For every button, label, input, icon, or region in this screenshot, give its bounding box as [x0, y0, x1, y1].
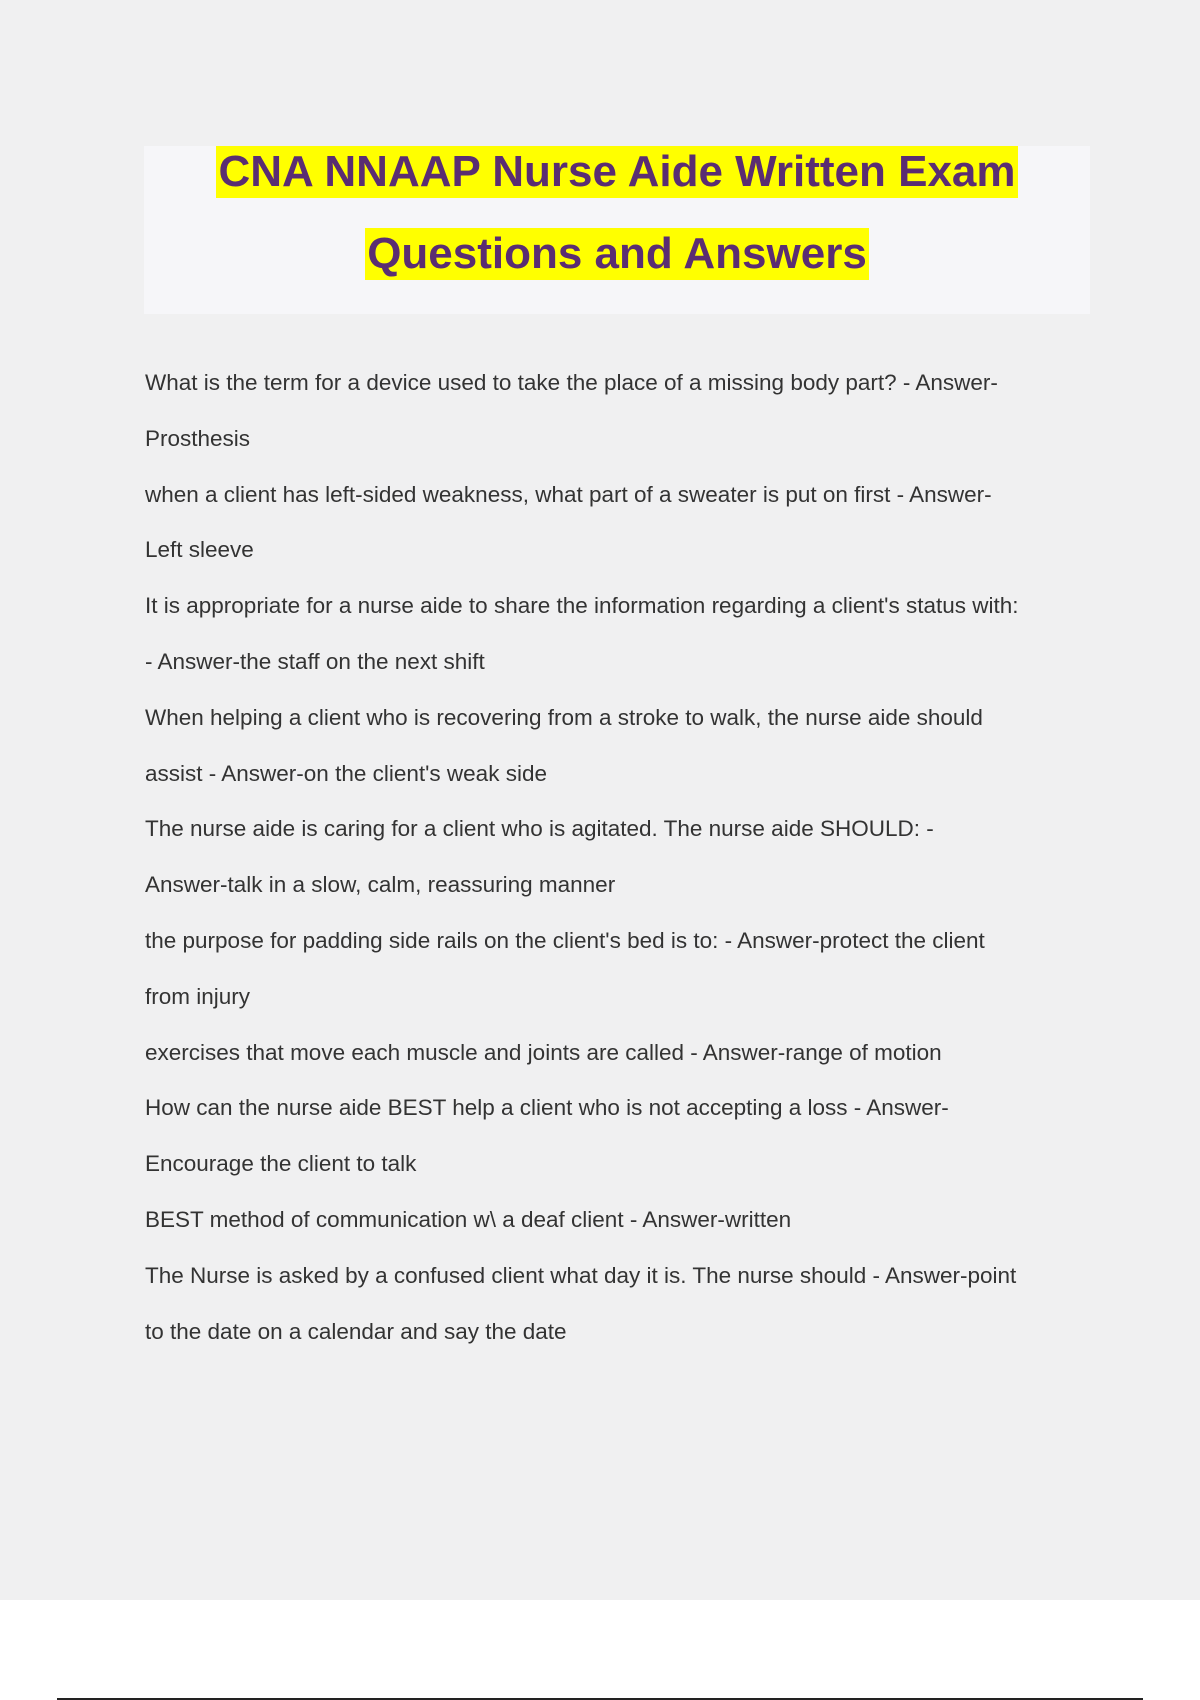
qa-item: BEST method of communication w\ a deaf client - Answer-written: [145, 1206, 792, 1232]
document-title-line-2: Questions and Answers: [367, 229, 867, 278]
document-title-line-1: CNA NNAAP Nurse Aide Written Exam: [218, 147, 1016, 196]
qa-item: exercises that move each muscle and joints are called - Answer-range of motion: [145, 1039, 942, 1065]
qa-item: When helping a client who is recovering from a stroke to walk, the nurse aide should assist - Answer-on the client's weak side: [145, 704, 983, 786]
qa-item: the purpose for padding side rails on the client's bed is to: - Answer-protect the client from injury: [145, 927, 985, 1009]
qa-item: It is appropriate for a nurse aide to share the information regarding a client's status with: - Answer-the staff on the next shift: [145, 593, 1019, 674]
qa-item: What is the term for a device used to take the place of a missing body part? - Answer- Prosthesis: [145, 370, 998, 451]
qa-item: The Nurse is asked by a confused client what day it is. The nurse should - Answer-point to the date on a calendar and say the date: [145, 1262, 1017, 1344]
title-block: [144, 146, 1090, 314]
qa-item: The nurse aide is caring for a client who is agitated. The nurse aide SHOULD: - Answer-talk in a slow, calm, reassuring manner: [145, 816, 934, 898]
qa-list: [145, 355, 1095, 1359]
qa-item: How can the nurse aide BEST help a client who is not accepting a loss - Answer- Encourage the client to talk: [145, 1095, 949, 1177]
qa-item: when a client has left-sided weakness, what part of a sweater is put on first - Answer- Left sleeve: [145, 481, 992, 563]
